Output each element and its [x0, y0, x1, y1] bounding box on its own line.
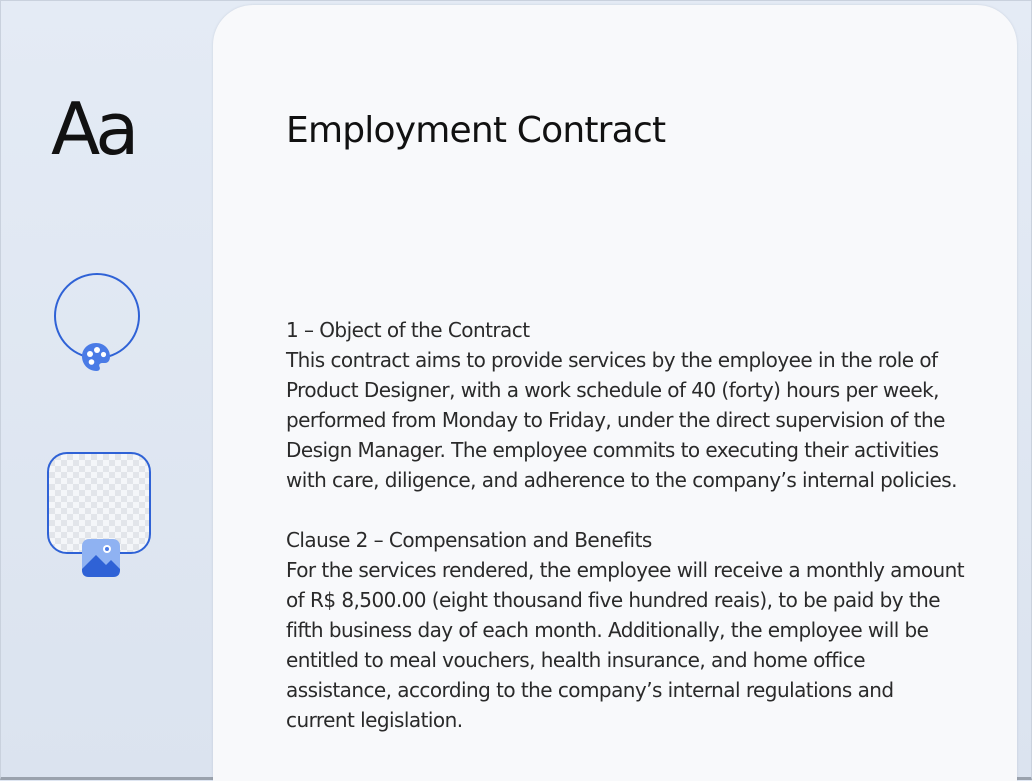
image-icon [81, 538, 121, 578]
clause-text: This contract aims to provide services by the employee in the role of Product Designer, with a work schedule of 40 (forty) hours per week, performed from Monday to Friday, under the direct supervision of the Design Manager. The employee commits to executing their activities with care, diligence, and adherence to the company’s internal policies. [286, 348, 957, 492]
color-tool-button[interactable] [54, 273, 140, 359]
document-body [286, 315, 966, 765]
font-tool-label: Aa [51, 87, 135, 171]
palette-icon [80, 341, 112, 373]
tool-rail [1, 1, 201, 781]
clause-1 [286, 315, 966, 495]
clause-heading: Clause 2 – Compensation and Benefits [286, 528, 652, 552]
clause-heading: 1 – Object of the Contract [286, 318, 530, 342]
background-tool-button[interactable] [47, 452, 151, 554]
clause-2 [286, 525, 966, 735]
document-title: Employment Contract [286, 110, 666, 151]
clause-text: For the services rendered, the employee will receive a monthly amount of R$ 8,500.00 (eight thousand five hundred reais), to be paid by the fifth business day of each month. Additionally, the employee will be entitled to meal vouchers, health insurance, and home office assistance, according to the company’s internal regulations and current legislation. [286, 558, 965, 732]
font-tool-button[interactable] [51, 87, 135, 171]
document-card [213, 5, 1017, 781]
